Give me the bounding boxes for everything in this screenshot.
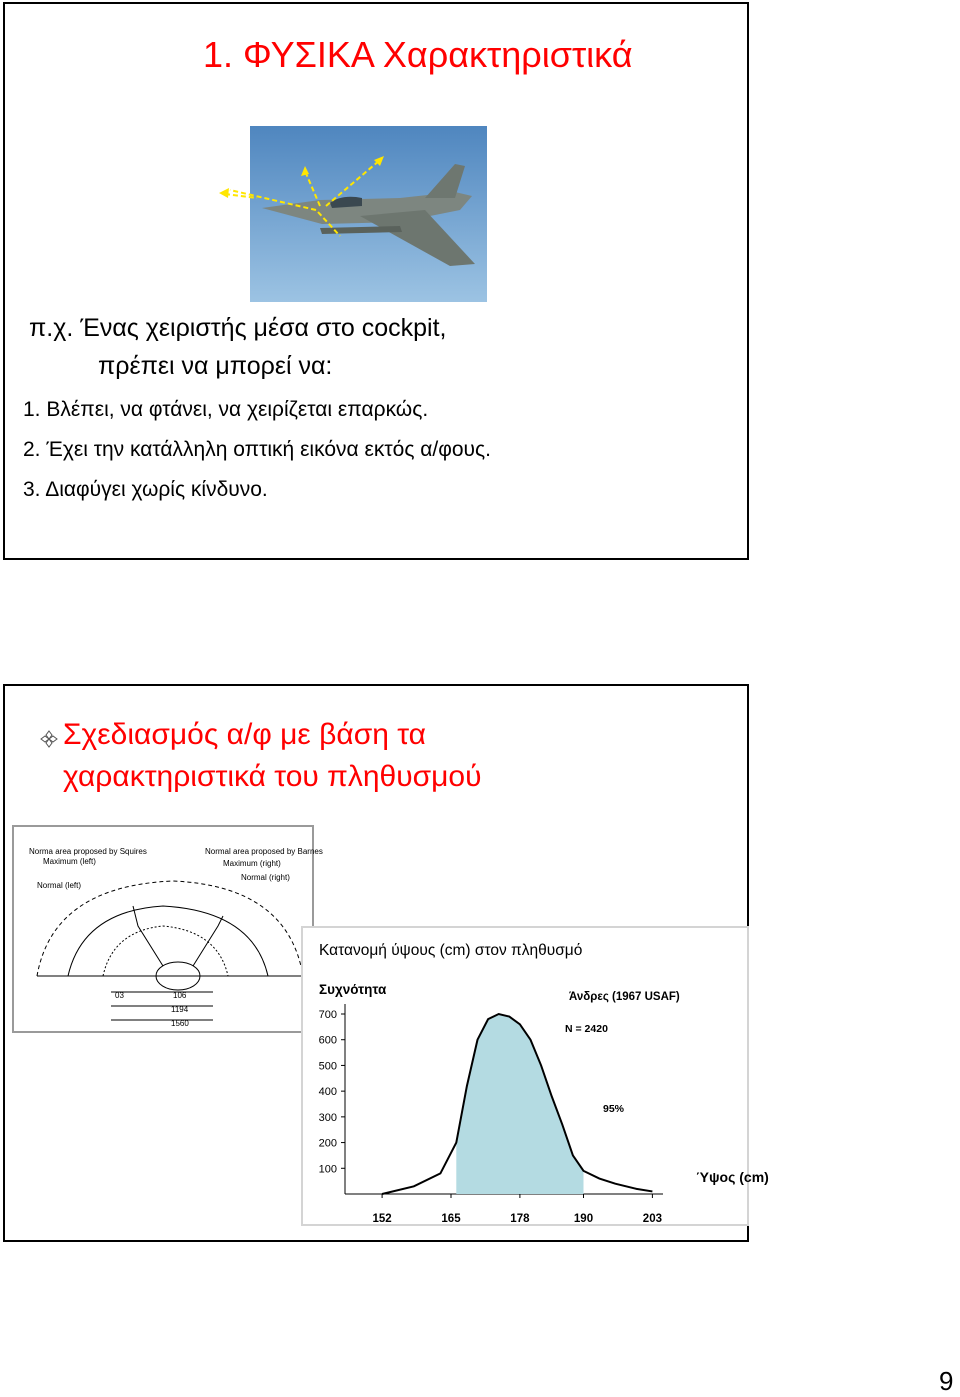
intro-line-2: πρέπει να μπορεί να: <box>98 352 333 380</box>
slide-1 <box>3 2 749 560</box>
reach-dimension: 106 <box>173 991 187 1000</box>
reach-dimension: 03 <box>115 991 124 1000</box>
reach-envelope-diagram <box>13 826 323 1032</box>
reach-dimension: 1560 <box>171 1019 189 1028</box>
fighter-jet-photo <box>250 126 487 302</box>
list-item: 3. Διαφύγει χωρίς κίνδυνο. <box>23 478 268 501</box>
reach-label: Normal (right) <box>241 873 290 882</box>
chart-title: Κατανομή ύψους (cm) στον πληθυσμό <box>319 942 583 959</box>
x-tick-label: 190 <box>573 1213 594 1225</box>
x-tick-label: 203 <box>642 1213 662 1225</box>
slide-2 <box>3 684 769 1242</box>
height-distribution-chart <box>301 926 769 1226</box>
y-tick-label: 400 <box>318 1086 337 1099</box>
y-axis-label: Συχνότητα <box>319 982 387 997</box>
arrow-left-icon <box>217 184 257 204</box>
x-tick-label: 165 <box>441 1213 461 1225</box>
series-area <box>456 1014 583 1194</box>
chart-svg <box>303 928 769 1225</box>
intro-line-1: π.χ. Ένας χειριστής μέσα στο cockpit, <box>29 314 447 342</box>
reach-label: Maximum (left) <box>43 857 96 866</box>
x-axis-label: Ύψος (cm) <box>696 1169 769 1185</box>
x-tick-label: 152 <box>372 1213 392 1225</box>
reach-label: Norma area proposed by Squires <box>29 847 147 856</box>
x-tick-label: 178 <box>510 1213 530 1225</box>
y-tick-label: 600 <box>318 1034 337 1047</box>
page-number: 9 <box>939 1366 954 1396</box>
list-item: 1. Βλέπει, να φτάνει, να χειρίζεται επαρκώς. <box>23 398 429 421</box>
slide-heading-line-2: χαρακτηριστικά του πληθυσμού <box>63 760 482 793</box>
y-tick-label: 200 <box>318 1137 337 1150</box>
annotation-percent: 95% <box>603 1103 625 1115</box>
slide-title: 1. ΦΥΣΙΚΑ Χαρακτηριστικά <box>203 34 633 75</box>
reach-label: Maximum (right) <box>223 859 281 868</box>
slide-heading-line-1: Σχεδιασμός α/φ με βάση τα <box>63 718 427 751</box>
y-tick-label: 700 <box>318 1009 337 1021</box>
diamond-bullet-icon <box>40 730 58 748</box>
y-tick-label: 100 <box>318 1163 337 1176</box>
reach-dimension: 1194 <box>171 1005 189 1014</box>
y-tick-label: 300 <box>318 1111 337 1124</box>
y-tick-label: 500 <box>318 1060 337 1073</box>
series-name: Άνδρες (1967 USAF) <box>569 991 680 1003</box>
reach-label: Normal (left) <box>37 881 82 890</box>
reach-label: Normal area proposed by Barnes <box>205 847 323 856</box>
list-item: 2. Έχει την κατάλληλη οπτική εικόνα εκτός α/φους. <box>23 438 491 461</box>
annotation-n: N = 2420 <box>565 1023 608 1035</box>
